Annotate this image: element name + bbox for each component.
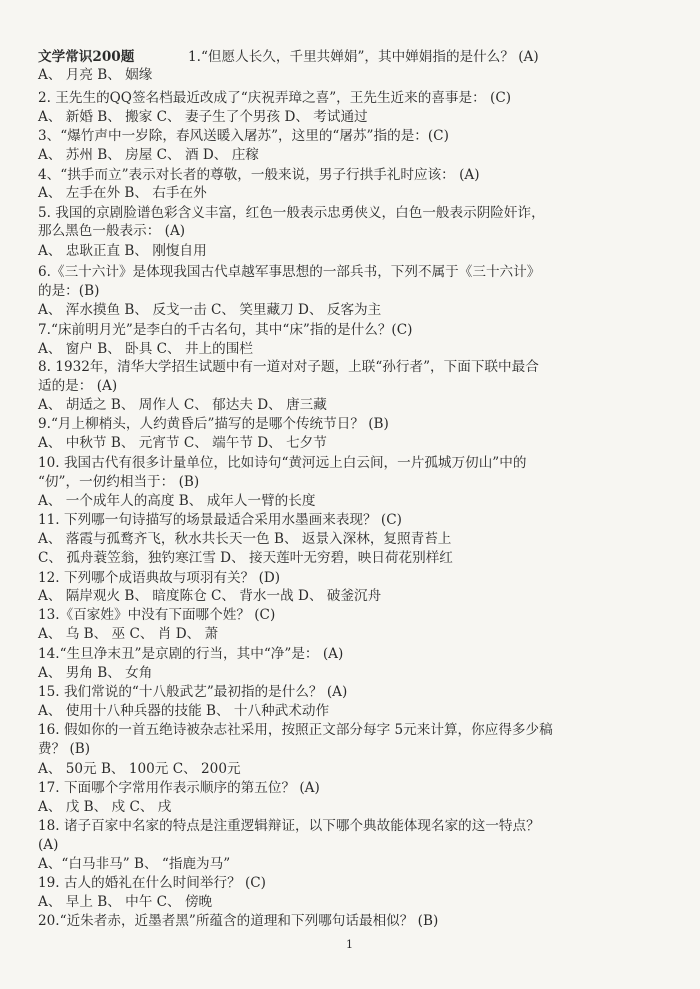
question-line: 14.“生旦净末丑”是京剧的行当，其中“净”是： (A) (38, 646, 344, 662)
question-line: 20.“近朱者赤，近墨者黑”所蕴含的道理和下列哪句话最相似？ (B) (38, 913, 439, 929)
question-line: 8. 1932年，清华大学招生试题中有一道对对子题，上联“孙行者”，下面下联中最合 (38, 359, 539, 375)
answer-line: C、 孤舟蓑笠翁，独钓寒江雪 D、 接天莲叶无穷碧，映日荷花别样红 (38, 550, 453, 566)
answer-line: A、 左手在外 B、 右手在外 (38, 185, 207, 201)
answer-line: A、 早上 B、 中午 C、 傍晚 (38, 894, 213, 910)
answer-line: A、 使用十八种兵器的技能 B、 十八种武术动作 (38, 703, 330, 719)
question-line: 10. 我国古代有很多计量单位，比如诗句“黄河远上白云间，一片孤城万仞山”中的 (38, 455, 527, 471)
answer-line: A、 忠耿正直 B、 刚愎自用 (38, 243, 207, 259)
question-line: 12. 下列哪个成语典故与项羽有关？ (D) (38, 570, 281, 586)
question-line: 4、“拱手而立”表示对长者的尊敬，一般来说，男子行拱手礼时应该： (A) (38, 167, 480, 183)
question-line: 2. 王先生的QQ签名档最近改成了“庆祝弄璋之喜”，王先生近来的喜事是： (C) (38, 90, 512, 106)
question-line: 适的是： (A) (38, 378, 118, 394)
answer-line: A、 胡适之 B、 周作人 C、 郁达夫 D、 唐三藏 (38, 397, 327, 413)
answer-line: A、 50元 B、 100元 C、 200元 (38, 761, 241, 777)
answer-line: A、 一个成年人的高度 B、 成年人一臂的长度 (38, 493, 316, 509)
question-line: (A) (38, 837, 59, 853)
question-line: 13.《百家姓》中没有下面哪个姓？ (C) (38, 607, 276, 623)
question-line: 6.《三十六计》是体现我国古代卓越军事思想的一部兵书，下列不属于《三十六计》 (38, 264, 541, 280)
answer-line: A、 中秋节 B、 元宵节 C、 端午节 D、 七夕节 (38, 435, 327, 451)
answer-line: A、 浑水摸鱼 B、 反戈一击 C、 笑里藏刀 D、 反客为主 (38, 302, 382, 318)
question-line: 1.“但愿人长久，千里共婵娟”，其中婵娟指的是什么？ (A) (188, 49, 539, 65)
answer-line: A、 戊 B、 戍 C、 戌 (38, 799, 172, 815)
document-title: 文学常识200题 (38, 49, 135, 65)
question-line: 11. 下列哪一句诗描写的场景最适合采用水墨画来表现？ (C) (38, 512, 402, 528)
question-line: 9.“月上柳梢头，人约黄昏后”描写的是哪个传统节日？ (B) (38, 416, 389, 432)
answer-line: A、 苏州 B、 房屋 C、 酒 D、 庄稼 (38, 147, 259, 163)
question-line: 5. 我国的京剧脸谱色彩含义丰富，红色一般表示忠勇侠义，白色一般表示阴险奸诈， (38, 205, 545, 221)
answer-line: A、 新婚 B、 搬家 C、 妻子生了个男孩 D、 考试通过 (38, 109, 368, 125)
question-line: “仞”，一仞约相当于： (B) (38, 474, 200, 490)
question-line: 的是：(B) (38, 283, 100, 299)
question-line: 费？ (B) (38, 741, 91, 757)
question-line: 3、“爆竹声中一岁除，春风送暖入屠苏”，这里的“屠苏”指的是：(C) (38, 128, 449, 144)
answer-line: A、 落霞与孤鹜齐飞，秋水共长天一色 B、 返景入深林，复照青苔上 (38, 531, 452, 547)
question-line: 那么黑色一般表示： (A) (38, 223, 186, 239)
page-number: 1 (346, 938, 353, 951)
answer-line: A、 男角 B、 女角 (38, 665, 153, 681)
question-line: 7.“床前明月光”是李白的千古名句，其中“床”指的是什么？(C) (38, 322, 413, 338)
answer-line: A、 月亮 B、 姻缘 (38, 67, 153, 83)
answer-line: A、 乌 B、 巫 C、 肖 D、 萧 (38, 626, 219, 642)
answer-line: A、 窗户 B、 卧具 C、 井上的围栏 (38, 341, 253, 357)
question-line: 19. 古人的婚礼在什么时间举行？ (C) (38, 875, 266, 891)
question-line: 18. 诸子百家中名家的特点是注重逻辑辩证，以下哪个典故能体现名家的这一特点？ (38, 818, 540, 834)
question-line: 15. 我们常说的“十八般武艺”最初指的是什么？ (A) (38, 684, 348, 700)
question-line: 16. 假如你的一首五绝诗被杂志社采用，按照正文部分每字 5元来计算，你应得多少稿 (38, 722, 553, 738)
question-line: 17. 下面哪个字常用作表示顺序的第五位？ (A) (38, 780, 320, 796)
answer-line: A、“白马非马” B、 “指鹿为马” (38, 856, 231, 872)
answer-line: A、 隔岸观火 B、 暗度陈仓 C、 背水一战 D、 破釜沉舟 (38, 588, 382, 604)
